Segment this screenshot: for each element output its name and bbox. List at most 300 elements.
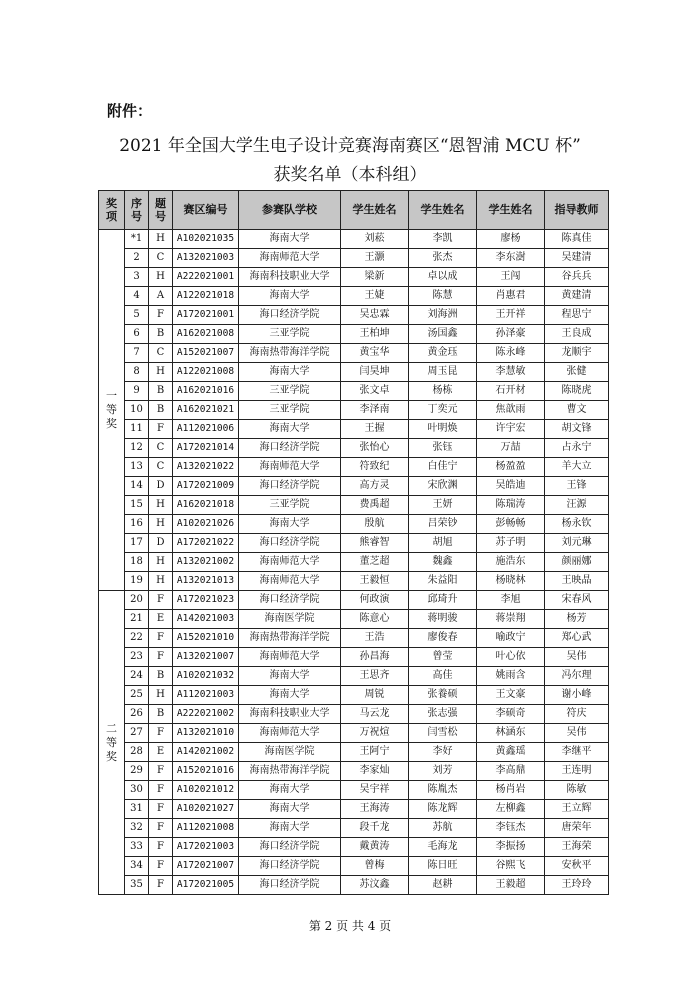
code-cell: A172021007 (173, 857, 239, 876)
table-row (99, 648, 609, 667)
problem-cell: H (149, 572, 173, 591)
student1-cell: 段千龙 (341, 819, 409, 838)
student2-cell: 刘芳 (409, 762, 477, 781)
school-cell: 海南科技职业大学 (239, 268, 341, 287)
table-row (99, 249, 609, 268)
awards-table (98, 190, 609, 895)
school-cell: 三亚学院 (239, 496, 341, 515)
seq-cell: 23 (125, 648, 149, 667)
advisor-cell: 张健 (545, 363, 609, 382)
student2-cell: 毛海龙 (409, 838, 477, 857)
code-cell: A132021022 (173, 458, 239, 477)
code-cell: A112021003 (173, 686, 239, 705)
student1-cell: 高方灵 (341, 477, 409, 496)
advisor-cell: 郑心武 (545, 629, 609, 648)
table-row (99, 686, 609, 705)
advisor-cell: 王锋 (545, 477, 609, 496)
school-cell: 海南大学 (239, 230, 341, 249)
col-header-student1: 学生姓名 (341, 191, 409, 230)
student3-cell: 喻政宁 (477, 629, 545, 648)
school-cell: 海口经济学院 (239, 439, 341, 458)
problem-cell: C (149, 458, 173, 477)
col-header-problem: 题 号 (149, 191, 173, 230)
table-row (99, 439, 609, 458)
school-cell: 海南大学 (239, 800, 341, 819)
problem-cell: C (149, 439, 173, 458)
code-cell: A172021023 (173, 591, 239, 610)
code-cell: A132021010 (173, 724, 239, 743)
school-cell: 三亚学院 (239, 325, 341, 344)
code-cell: A132021002 (173, 553, 239, 572)
table-header-row (99, 191, 609, 230)
student2-cell: 陈胤杰 (409, 781, 477, 800)
table-row (99, 819, 609, 838)
school-cell: 海南大学 (239, 667, 341, 686)
code-cell: A132021013 (173, 572, 239, 591)
advisor-cell: 王良成 (545, 325, 609, 344)
student1-cell: 周锐 (341, 686, 409, 705)
student3-cell: 杨肖岩 (477, 781, 545, 800)
student3-cell: 彭畅畅 (477, 515, 545, 534)
problem-cell: F (149, 648, 173, 667)
code-cell: A122021008 (173, 363, 239, 382)
student1-cell: 费禹超 (341, 496, 409, 515)
student2-cell: 蒋明骏 (409, 610, 477, 629)
seq-cell: 11 (125, 420, 149, 439)
student2-cell: 曾莹 (409, 648, 477, 667)
code-cell: A172021003 (173, 838, 239, 857)
seq-cell: 34 (125, 857, 149, 876)
code-cell: A102021035 (173, 230, 239, 249)
school-cell: 海南热带海洋学院 (239, 762, 341, 781)
student3-cell: 许宇宏 (477, 420, 545, 439)
seq-cell: 26 (125, 705, 149, 724)
seq-cell: 22 (125, 629, 149, 648)
student3-cell: 肖惠君 (477, 287, 545, 306)
student3-cell: 李高鼎 (477, 762, 545, 781)
advisor-cell: 程思宁 (545, 306, 609, 325)
student3-cell: 石开材 (477, 382, 545, 401)
student3-cell: 黄鑫瑶 (477, 743, 545, 762)
table-row (99, 724, 609, 743)
table-row (99, 762, 609, 781)
student3-cell: 李振扬 (477, 838, 545, 857)
prize-char: 奖 (106, 749, 117, 763)
table-row (99, 610, 609, 629)
advisor-cell: 黄建清 (545, 287, 609, 306)
problem-cell: H (149, 686, 173, 705)
table-row (99, 876, 609, 895)
code-cell: A222021002 (173, 705, 239, 724)
student3-cell: 陈瑞涛 (477, 496, 545, 515)
prize-char: 奖 (106, 417, 117, 430)
student2-cell: 邱琦升 (409, 591, 477, 610)
student1-cell: 殷航 (341, 515, 409, 534)
advisor-cell: 符庆 (545, 705, 609, 724)
student2-cell: 廖俊春 (409, 629, 477, 648)
advisor-cell: 谷兵兵 (545, 268, 609, 287)
col-header-code: 赛区编号 (173, 191, 239, 230)
student2-cell: 宋欣渊 (409, 477, 477, 496)
advisor-cell: 安秋平 (545, 857, 609, 876)
code-cell: A132021003 (173, 249, 239, 268)
document-title: 2021 年全国大学生电子设计竞赛海南赛区“恩智浦 MCU 杯” (119, 136, 581, 156)
advisor-cell: 唐荣年 (545, 819, 609, 838)
school-cell: 海南大学 (239, 781, 341, 800)
table-row (99, 629, 609, 648)
student1-cell: 王握 (341, 420, 409, 439)
student2-cell: 杨栋 (409, 382, 477, 401)
table-row (99, 591, 609, 610)
school-cell: 海南大学 (239, 686, 341, 705)
student1-cell: 熊睿智 (341, 534, 409, 553)
problem-cell: F (149, 838, 173, 857)
table-row (99, 743, 609, 762)
student2-cell: 苏航 (409, 819, 477, 838)
student2-cell: 黄金珏 (409, 344, 477, 363)
school-cell: 海南师范大学 (239, 572, 341, 591)
advisor-cell: 汪源 (545, 496, 609, 515)
prize-char: 等 (106, 403, 117, 416)
school-cell: 海口经济学院 (239, 591, 341, 610)
student2-cell: 张杰 (409, 249, 477, 268)
student1-cell: 梁新 (341, 268, 409, 287)
seq-cell: 18 (125, 553, 149, 572)
student1-cell: 曾梅 (341, 857, 409, 876)
seq-cell: 31 (125, 800, 149, 819)
table-row (99, 401, 609, 420)
school-cell: 海南大学 (239, 420, 341, 439)
student1-cell: 董芝超 (341, 553, 409, 572)
school-cell: 海南大学 (239, 287, 341, 306)
problem-cell: F (149, 420, 173, 439)
school-cell: 海南师范大学 (239, 458, 341, 477)
student3-cell: 左柳鑫 (477, 800, 545, 819)
student1-cell: 王思齐 (341, 667, 409, 686)
table-row (99, 268, 609, 287)
problem-cell: E (149, 610, 173, 629)
seq-cell: *1 (125, 230, 149, 249)
problem-cell: F (149, 591, 173, 610)
code-cell: A152021007 (173, 344, 239, 363)
student1-cell: 苏汶鑫 (341, 876, 409, 895)
col-header-student3: 学生姓名 (477, 191, 545, 230)
col-header-school: 参赛队学校 (239, 191, 341, 230)
student3-cell: 陈永峰 (477, 344, 545, 363)
document-subtitle: 获奖名单（本科组） (273, 165, 427, 185)
advisor-cell: 羊大立 (545, 458, 609, 477)
code-cell: A172021014 (173, 439, 239, 458)
problem-cell: H (149, 515, 173, 534)
problem-cell: F (149, 724, 173, 743)
seq-cell: 5 (125, 306, 149, 325)
seq-cell: 29 (125, 762, 149, 781)
student3-cell: 叶心依 (477, 648, 545, 667)
advisor-cell: 杨永钦 (545, 515, 609, 534)
student1-cell: 吴忠霖 (341, 306, 409, 325)
table-row (99, 857, 609, 876)
school-cell: 海南医学院 (239, 610, 341, 629)
school-cell: 海南医学院 (239, 743, 341, 762)
student1-cell: 陈意心 (341, 610, 409, 629)
col-header-seq: 序 号 (125, 191, 149, 230)
col-header-student2: 学生姓名 (409, 191, 477, 230)
student3-cell: 吴皓迪 (477, 477, 545, 496)
code-cell: A162021018 (173, 496, 239, 515)
advisor-cell: 王立辉 (545, 800, 609, 819)
prize-cell (99, 591, 125, 895)
table-row (99, 287, 609, 306)
student2-cell: 汤国鑫 (409, 325, 477, 344)
col-header-prize: 奖 项 (99, 191, 125, 230)
advisor-cell: 陈敏 (545, 781, 609, 800)
student2-cell: 陈龙辉 (409, 800, 477, 819)
problem-cell: D (149, 534, 173, 553)
page-footer: 第 2 页 共 4 页 (308, 919, 392, 933)
student3-cell: 孙泽豪 (477, 325, 545, 344)
student3-cell: 廖杨 (477, 230, 545, 249)
student1-cell: 王阿宁 (341, 743, 409, 762)
school-cell: 海南师范大学 (239, 648, 341, 667)
problem-cell: E (149, 743, 173, 762)
table-row (99, 496, 609, 515)
code-cell: A172021005 (173, 876, 239, 895)
problem-cell: H (149, 496, 173, 515)
table-row (99, 382, 609, 401)
student3-cell: 杨晓林 (477, 572, 545, 591)
student2-cell: 张養硕 (409, 686, 477, 705)
student1-cell: 吴宇祥 (341, 781, 409, 800)
code-cell: A222021001 (173, 268, 239, 287)
seq-cell: 7 (125, 344, 149, 363)
student2-cell: 李凯 (409, 230, 477, 249)
seq-cell: 13 (125, 458, 149, 477)
student2-cell: 王妍 (409, 496, 477, 515)
advisor-cell: 谢小峰 (545, 686, 609, 705)
student3-cell: 姚雨含 (477, 667, 545, 686)
prize-char: 一 (106, 389, 117, 402)
advisor-cell: 胡文锋 (545, 420, 609, 439)
advisor-cell: 陈真佳 (545, 230, 609, 249)
problem-cell: F (149, 876, 173, 895)
seq-cell: 21 (125, 610, 149, 629)
school-cell: 海口经济学院 (239, 306, 341, 325)
student3-cell: 王开祥 (477, 306, 545, 325)
code-cell: A102021012 (173, 781, 239, 800)
seq-cell: 10 (125, 401, 149, 420)
student2-cell: 白佳宁 (409, 458, 477, 477)
seq-cell: 33 (125, 838, 149, 857)
code-cell: A142021003 (173, 610, 239, 629)
prize-char: 等 (106, 735, 117, 749)
advisor-cell: 李继平 (545, 743, 609, 762)
student3-cell: 万喆 (477, 439, 545, 458)
student1-cell: 王浩 (341, 629, 409, 648)
code-cell: A152021016 (173, 762, 239, 781)
table-row (99, 838, 609, 857)
student2-cell: 赵耕 (409, 876, 477, 895)
problem-cell: B (149, 325, 173, 344)
advisor-cell: 杨芳 (545, 610, 609, 629)
student2-cell: 朱益阳 (409, 572, 477, 591)
seq-cell: 4 (125, 287, 149, 306)
table-row (99, 667, 609, 686)
student1-cell: 李泽南 (341, 401, 409, 420)
advisor-cell: 陈晓虎 (545, 382, 609, 401)
student3-cell: 蒋崇翔 (477, 610, 545, 629)
student2-cell: 闫雪松 (409, 724, 477, 743)
problem-cell: B (149, 382, 173, 401)
school-cell: 海口经济学院 (239, 876, 341, 895)
table-row (99, 553, 609, 572)
problem-cell: F (149, 800, 173, 819)
school-cell: 海南师范大学 (239, 249, 341, 268)
school-cell: 三亚学院 (239, 401, 341, 420)
seq-cell: 19 (125, 572, 149, 591)
student1-cell: 何政演 (341, 591, 409, 610)
problem-cell: F (149, 762, 173, 781)
table-row (99, 534, 609, 553)
student3-cell: 李硕奇 (477, 705, 545, 724)
seq-cell: 12 (125, 439, 149, 458)
student1-cell: 王海涛 (341, 800, 409, 819)
attachment-label: 附件： (107, 102, 153, 120)
student1-cell: 王灏 (341, 249, 409, 268)
student1-cell: 黄宝华 (341, 344, 409, 363)
problem-cell: F (149, 857, 173, 876)
problem-cell: F (149, 306, 173, 325)
seq-cell: 17 (125, 534, 149, 553)
table-row (99, 344, 609, 363)
student3-cell: 焦歆雨 (477, 401, 545, 420)
table-row (99, 230, 609, 249)
problem-cell: B (149, 705, 173, 724)
student1-cell: 王婕 (341, 287, 409, 306)
seq-cell: 14 (125, 477, 149, 496)
student3-cell: 谷熙飞 (477, 857, 545, 876)
student1-cell: 万祝煊 (341, 724, 409, 743)
student1-cell: 王毅恒 (341, 572, 409, 591)
seq-cell: 25 (125, 686, 149, 705)
advisor-cell: 王玲玲 (545, 876, 609, 895)
code-cell: A172021009 (173, 477, 239, 496)
student1-cell: 马云龙 (341, 705, 409, 724)
student2-cell: 魏鑫 (409, 553, 477, 572)
school-cell: 海南师范大学 (239, 553, 341, 572)
problem-cell: F (149, 629, 173, 648)
school-cell: 海南大学 (239, 819, 341, 838)
prize-char: 二 (106, 721, 117, 735)
code-cell: A172021001 (173, 306, 239, 325)
student2-cell: 叶明焕 (409, 420, 477, 439)
table-row (99, 325, 609, 344)
seq-cell: 35 (125, 876, 149, 895)
school-cell: 海口经济学院 (239, 534, 341, 553)
student2-cell: 周玉昆 (409, 363, 477, 382)
code-cell: A102021032 (173, 667, 239, 686)
problem-cell: F (149, 781, 173, 800)
school-cell: 海南师范大学 (239, 724, 341, 743)
problem-cell: C (149, 344, 173, 363)
code-cell: A112021006 (173, 420, 239, 439)
advisor-cell: 王连明 (545, 762, 609, 781)
advisor-cell: 宋春风 (545, 591, 609, 610)
seq-cell: 32 (125, 819, 149, 838)
student2-cell: 李好 (409, 743, 477, 762)
student1-cell: 闫昊坤 (341, 363, 409, 382)
student2-cell: 刘海洲 (409, 306, 477, 325)
problem-cell: H (149, 363, 173, 382)
table-row (99, 306, 609, 325)
school-cell: 三亚学院 (239, 382, 341, 401)
seq-cell: 2 (125, 249, 149, 268)
student1-cell: 李家灿 (341, 762, 409, 781)
student3-cell: 王文豪 (477, 686, 545, 705)
advisor-cell: 吴伟 (545, 648, 609, 667)
student1-cell: 孙昌海 (341, 648, 409, 667)
problem-cell: F (149, 819, 173, 838)
student1-cell: 张怡心 (341, 439, 409, 458)
table-row (99, 800, 609, 819)
code-cell: A162021021 (173, 401, 239, 420)
student3-cell: 李慧敏 (477, 363, 545, 382)
student2-cell: 丁奕元 (409, 401, 477, 420)
table-row (99, 477, 609, 496)
problem-cell: C (149, 249, 173, 268)
seq-cell: 8 (125, 363, 149, 382)
advisor-cell: 颜丽娜 (545, 553, 609, 572)
code-cell: A102021027 (173, 800, 239, 819)
problem-cell: H (149, 268, 173, 287)
table-row (99, 705, 609, 724)
advisor-cell: 王映晶 (545, 572, 609, 591)
school-cell: 海口经济学院 (239, 477, 341, 496)
advisor-cell: 冯尔理 (545, 667, 609, 686)
seq-cell: 30 (125, 781, 149, 800)
table-row (99, 420, 609, 439)
problem-cell: B (149, 401, 173, 420)
school-cell: 海南科技职业大学 (239, 705, 341, 724)
school-cell: 海南大学 (239, 363, 341, 382)
prize-cell (99, 230, 125, 591)
advisor-cell: 龙顺宇 (545, 344, 609, 363)
problem-cell: H (149, 230, 173, 249)
student3-cell: 林涵东 (477, 724, 545, 743)
advisor-cell: 刘元琳 (545, 534, 609, 553)
col-header-advisor: 指导教师 (545, 191, 609, 230)
student2-cell: 张志强 (409, 705, 477, 724)
student2-cell: 卓以成 (409, 268, 477, 287)
student3-cell: 王毅超 (477, 876, 545, 895)
student3-cell: 苏子明 (477, 534, 545, 553)
problem-cell: A (149, 287, 173, 306)
student3-cell: 施浩东 (477, 553, 545, 572)
code-cell: A172021022 (173, 534, 239, 553)
table-row (99, 781, 609, 800)
seq-cell: 3 (125, 268, 149, 287)
code-cell: A152021010 (173, 629, 239, 648)
code-cell: A132021007 (173, 648, 239, 667)
table-row (99, 572, 609, 591)
student1-cell: 张文卓 (341, 382, 409, 401)
student2-cell: 陈日旺 (409, 857, 477, 876)
code-cell: A162021016 (173, 382, 239, 401)
advisor-cell: 曹文 (545, 401, 609, 420)
code-cell: A102021026 (173, 515, 239, 534)
school-cell: 海南大学 (239, 515, 341, 534)
student3-cell: 李旭 (477, 591, 545, 610)
advisor-cell: 吴建清 (545, 249, 609, 268)
